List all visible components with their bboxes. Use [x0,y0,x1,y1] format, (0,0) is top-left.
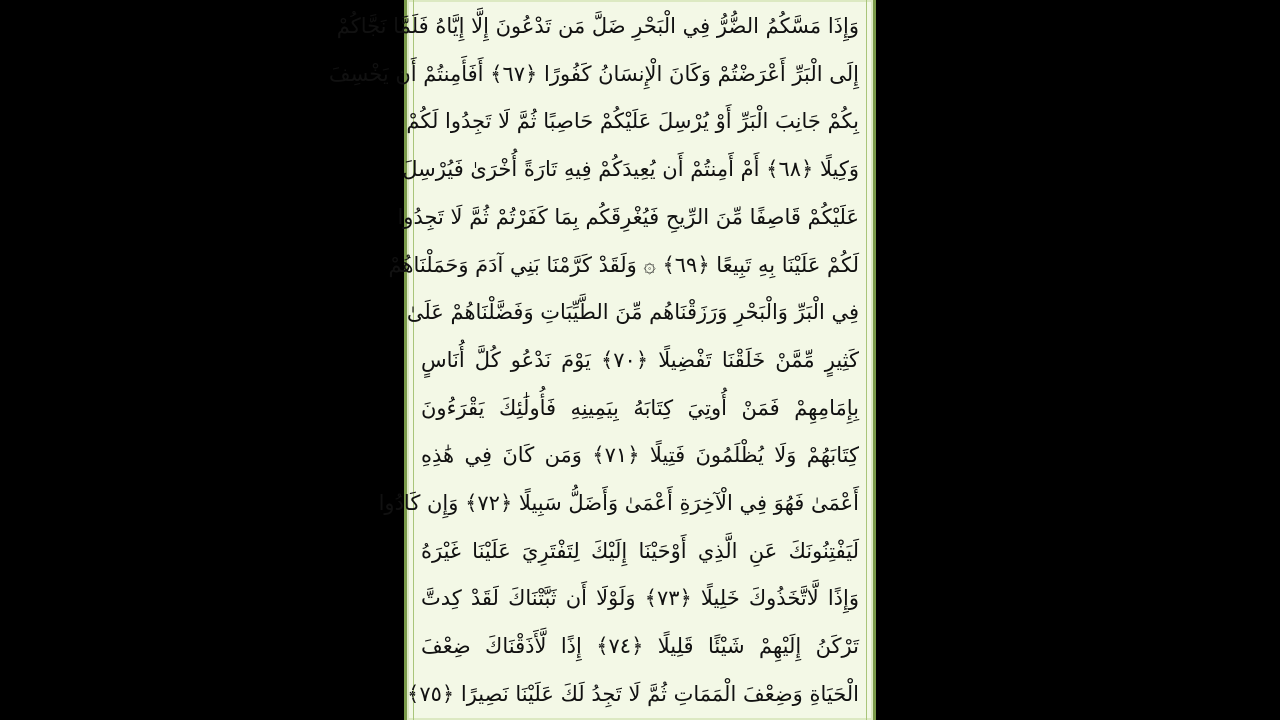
quran-page [328,0,876,720]
verse-line: وَإِذَا مَسَّكُمُ الضُّرُّ فِي الْبَحْرِ ضَلَّ مَن تَدْعُونَ إِلَّا إِيَّاهُ فَلَمَّا نَجَّاكُمْ [336,14,859,38]
verse-line: وَإِذًا لَّاتَّخَذُوكَ خَلِيلًا ﴿٧٣﴾ وَلَوْلَا أَن ثَبَّتْنَاكَ لَقَدْ كِدتَّ [421,586,859,611]
verse-line: كِتَابَهُمْ وَلَا يُظْلَمُونَ فَتِيلًا ﴿٧١﴾ وَمَن كَانَ فِي هَٰذِهِ [421,443,859,468]
verse-line: وَكِيلًا ﴿٦٨﴾ أَمْ أَمِنتُمْ أَن يُعِيدَكُمْ فِيهِ تَارَةً أُخْرَىٰ فَيُرْسِلَ [402,157,859,182]
verse-line: لَيَفْتِنُونَكَ عَنِ الَّذِي أَوْحَيْنَا إِلَيْكَ لِتَفْتَرِيَ عَلَيْنَا غَيْرَهُ [421,538,859,563]
verse-line: بِكُمْ جَانِبَ الْبَرِّ أَوْ يُرْسِلَ عَلَيْكُمْ حَاصِبًا ثُمَّ لَا تَجِدُوا لَكُمْ [406,109,859,134]
verse-line: فِي الْبَرِّ وَالْبَحْرِ وَرَزَقْنَاهُم مِّنَ الطَّيِّبَاتِ وَفَضَّلْنَاهُمْ عَلَىٰ [406,300,859,325]
verse-lines [328,4,860,716]
verse-line: الْحَيَاةِ وَضِعْفَ الْمَمَاتِ ثُمَّ لَا تَجِدُ لَكَ عَلَيْنَا نَصِيرًا ﴿٧٥﴾ [407,681,859,706]
verse-line: كَثِيرٍ مِّمَّنْ خَلَقْنَا تَفْضِيلًا ﴿٧٠﴾ يَوْمَ نَدْعُو كُلَّ أُنَاسٍ [421,347,860,372]
verse-line: تَرْكَنُ إِلَيْهِمْ شَيْئًا قَلِيلًا ﴿٧٤﴾ إِذًا لَّأَذَقْنَاكَ ضِعْفَ [421,634,859,659]
verse-line: أَعْمَىٰ فَهُوَ فِي الْآخِرَةِ أَعْمَىٰ وَأَضَلُّ سَبِيلًا ﴿٧٢﴾ وَإِن كَادُوا [378,491,859,516]
verse-line: بِإِمَامِهِمْ فَمَنْ أُوتِيَ كِتَابَهُ بِيَمِينِهِ فَأُولَٰئِكَ يَقْرَءُونَ [421,395,859,420]
verse-line: إِلَى الْبَرِّ أَعْرَضْتُمْ وَكَانَ الْإِنسَانُ كَفُورًا ﴿٦٧﴾ أَفَأَمِنتُمْ أَن يَخْسِفَ [328,61,859,86]
verse-line: لَكُمْ عَلَيْنَا بِهِ تَبِيعًا ﴿٦٩﴾ ۞ وَلَقَدْ كَرَّمْنَا بَنِي آدَمَ وَحَمَلْنَاهُمْ [388,252,859,277]
verse-line: عَلَيْكُمْ قَاصِفًا مِّنَ الرِّيحِ فَيُغْرِقَكُم بِمَا كَفَرْتُمْ ثُمَّ لَا تَجِدُوا [397,204,859,229]
